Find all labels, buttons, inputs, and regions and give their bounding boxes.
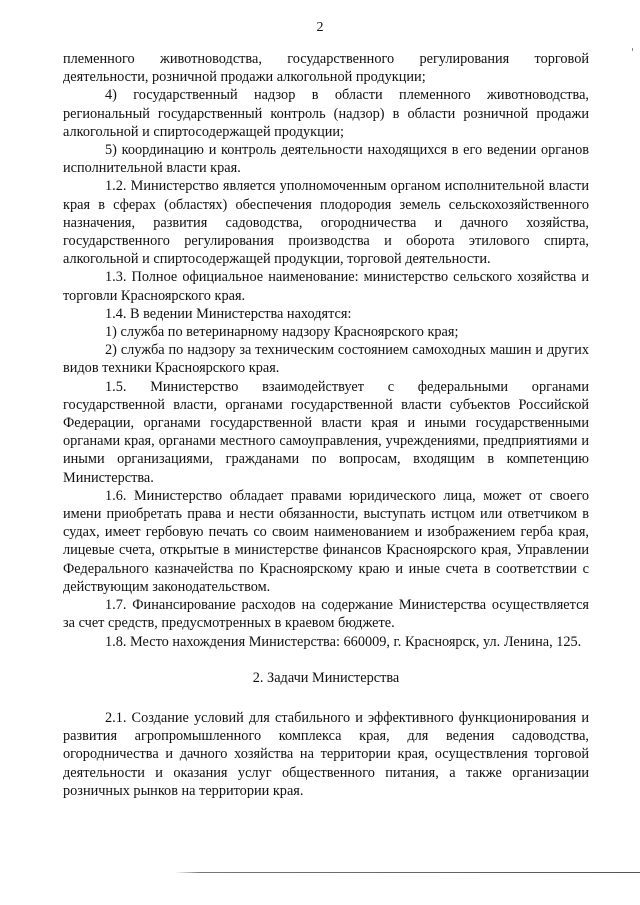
scan-edge-line (0, 872, 640, 873)
paragraph: 4) государственный надзор в области племенного животноводства, региональный государственный контроль (надзор) в области розничной продажи алкогольной и спиртосодержащей продукции; (63, 87, 589, 140)
paragraph: 1.7. Финансирование расходов на содержание Министерства осуществляется за счет средств, предусмотренных в краевом бюджете. (63, 597, 589, 632)
page-number: 2 (316, 20, 324, 35)
paragraph: 1.5. Министерство взаимодействует с федеральными органами государственной власти, органами государственной власти субъектов Российской Федерации, органами государственной власти края и иными государственными органами края, органами местного самоуправления, учреждениями, предприятиями и иными организациями, гражданами по вопросам, входящим в компетенцию Министерства. (63, 378, 589, 486)
paragraph: 1.4. В ведении Министерства находятся: (105, 305, 352, 322)
paragraph: 1.3. Полное официальное наименование: министерство сельского хозяйства и торговли Красноярского края. (63, 269, 589, 304)
paragraph: 2) служба по надзору за техническим состоянием самоходных машин и других видов техники Красноярского края. (63, 342, 589, 377)
paragraph: 2.1. Создание условий для стабильного и эффективного функционирования и развития агропромышленного комплекса края, для ведения садоводства, огородничества и дачного хозяйства на территории края, осуществления торговой деятельности и оказания услуг общественного питания, а также организации розничных рынков на территории края. (63, 709, 589, 799)
paragraph: 1.2. Министерство является уполномоченным органом исполнительной власти края в сферах (областях) обеспечения плодородия земель сельскохозяйственного назначения, развития садоводства, огородничества и дачного хозяйства, государственного регулирования производства и оборота этилового спирта, алкогольной и спиртосодержащей продукции, торговой деятельности. (63, 178, 589, 268)
paragraph: 5) координацию и контроль деятельности находящихся в его ведении органов исполнительной власти края. (63, 142, 589, 177)
scan-artifact-dot (632, 48, 633, 51)
section-heading: 2. Задачи Министерства (252, 669, 400, 686)
paragraph: 1.6. Министерство обладает правами юридического лица, может от своего имени приобретать права и нести обязанности, выступать истцом или ответчиком в судах, имеет гербовую печать со своим наименованием и изображением герба края, лицевые счета, открытые в министерстве финансов Красноярского края, Управлении Федерального казначейства по Красноярскому краю и иные счета в соответствии с действующим законодательством. (63, 487, 589, 595)
paragraph: племенного животноводства, государственного регулирования торговой деятельности, розничной продажи алкогольной продукции; (63, 51, 589, 86)
document-body (63, 50, 589, 800)
paragraph: 1.8. Место нахождения Министерства: 660009, г. Красноярск, ул. Ленина, 125. (105, 633, 582, 650)
paragraph: 1) служба по ветеринарному надзору Красноярского края; (105, 324, 459, 341)
